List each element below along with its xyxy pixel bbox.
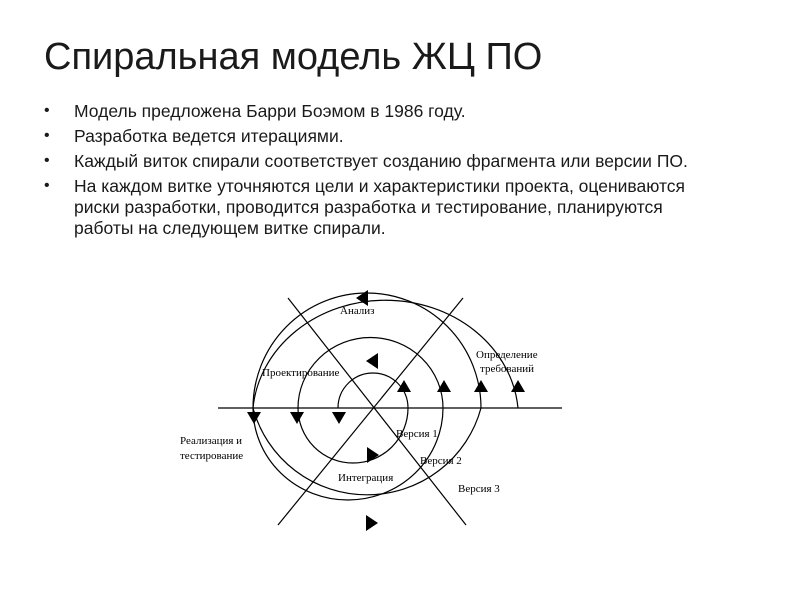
spiral-turn-1-bottom [298, 408, 408, 463]
label-requirements-line1: Определение [476, 349, 538, 361]
bullet-icon: • [44, 152, 50, 169]
spiral-turn-2-bottom [253, 408, 443, 500]
label-version-2: Версия 2 [420, 455, 462, 467]
label-implementation-line1: Реализация и [180, 435, 243, 447]
arrow-up-icon [397, 380, 411, 392]
arrow-left-icon [356, 290, 368, 306]
bullet-text: На каждом витке уточняются цели и характеристики проекта, оцениваются риски разработки, проводится разработка и тестирование, планируются работы на следующем витке спирали. [74, 176, 686, 238]
bullet-icon: • [44, 102, 50, 119]
label-design: Проектирование [262, 367, 340, 379]
label-requirements-line2: требований [480, 363, 535, 375]
label-version-1: Версия 1 [396, 428, 438, 440]
diagonal-axis-1 [288, 298, 466, 525]
bullet-icon: • [44, 127, 50, 144]
label-analysis: Анализ [340, 305, 375, 317]
arrow-up-icon [474, 380, 488, 392]
bullet-text: Разработка ведется итерациями. [74, 126, 344, 146]
bullet-text: Модель предложена Барри Боэмом в 1986 году. [74, 101, 466, 121]
arrow-down-icon [247, 412, 261, 424]
arrow-down-icon [332, 412, 346, 424]
label-implementation-line2: тестирование [180, 450, 244, 462]
slide-title: Спиральная модель ЖЦ ПО [44, 36, 543, 78]
bullet-text: Каждый виток спирали соответствует созданию фрагмента или версии ПО. [74, 151, 688, 171]
arrow-right-icon [366, 515, 378, 531]
arrow-left-icon [366, 353, 378, 369]
arrow-right-icon [367, 447, 379, 463]
label-version-3: Версия 3 [458, 483, 500, 495]
label-integration: Интеграция [338, 472, 394, 484]
bullet-icon: • [44, 177, 50, 194]
arrow-down-icon [290, 412, 304, 424]
